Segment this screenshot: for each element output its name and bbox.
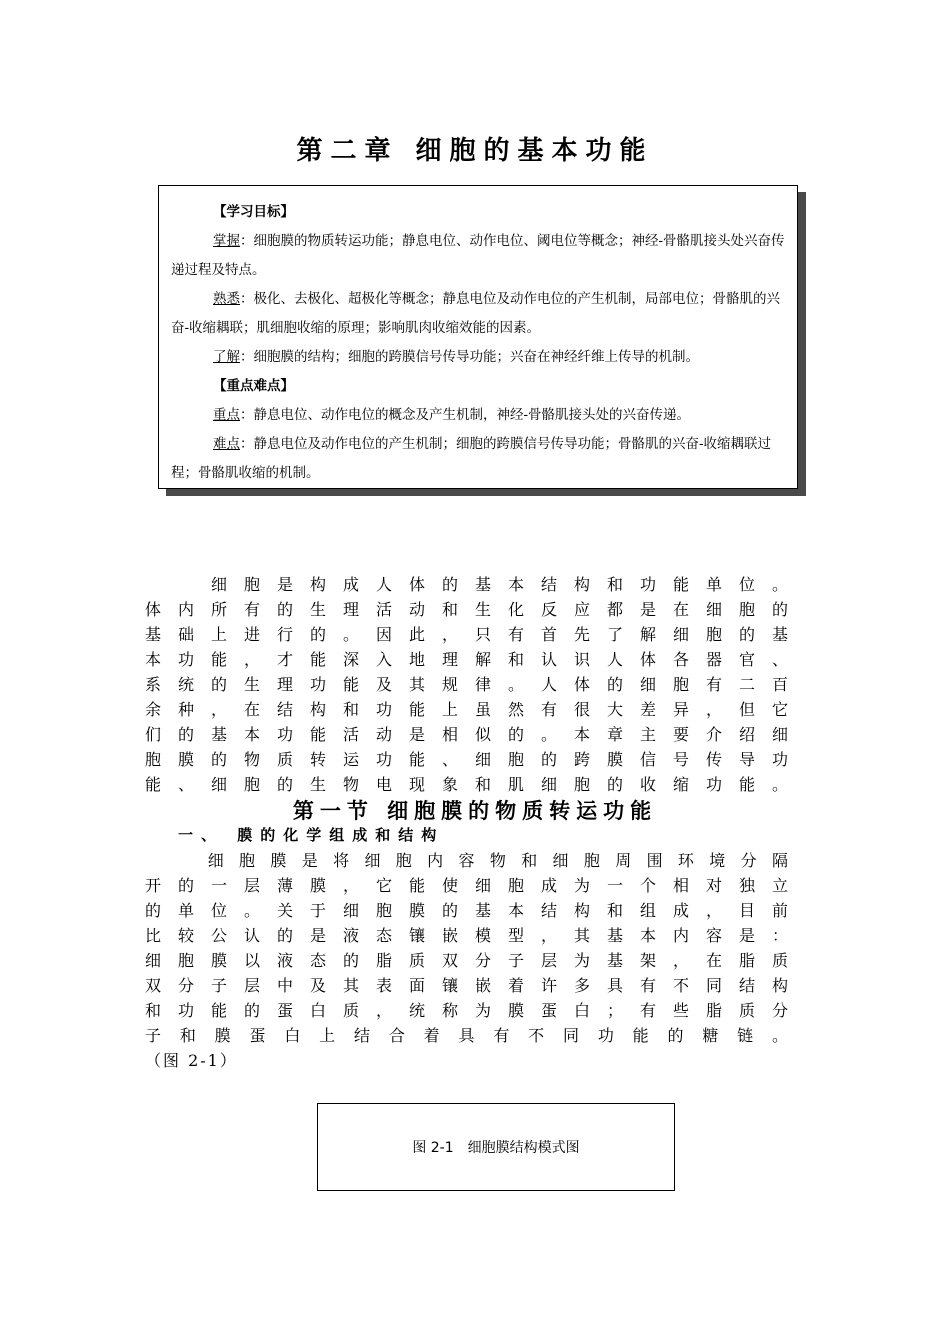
- objectives-box: [158, 185, 798, 489]
- difficult-point: [171, 430, 787, 488]
- paragraph-line: 细胞膜是将细胞内容物和细胞周围环境分隔: [145, 851, 790, 870]
- objective-master: [171, 227, 787, 285]
- paragraph-line: 细胞膜以液态的脂质双分子层为基架，在脂质: [145, 951, 790, 970]
- objective-familiar: [171, 285, 787, 343]
- intro-line: 系统的生理功能及其规律。人体的细胞有二百: [145, 675, 790, 694]
- paragraph-line: （图 2-1）: [145, 1051, 238, 1070]
- difficult-text: ：静息电位及动作电位的产生机制；细胞的跨膜信号传导功能；骨骼肌的兴奋-收缩耦联过程；骨骼肌收缩的机制。: [171, 436, 772, 481]
- paragraph-line: 比较公认的是液态镶嵌模型，其基本内容是：: [145, 926, 790, 945]
- membrane-paragraph: [145, 848, 790, 1073]
- master-label: 掌握: [213, 233, 240, 249]
- difficult-label: 难点: [213, 436, 240, 452]
- intro-line: 体内所有的生理活动和生化反应都是在细胞的: [145, 600, 790, 619]
- key-points-heading: 【重点难点】: [213, 378, 294, 394]
- subsection-title: 一、 膜的化学组成和结构: [178, 826, 445, 844]
- figure-placeholder: [317, 1103, 675, 1191]
- chapter-title: 第二章 细胞的基本功能: [296, 136, 654, 166]
- key-label: 重点: [213, 407, 240, 423]
- intro-line: 基础上进行的。因此，只有首先了解细胞的基: [145, 625, 790, 644]
- familiar-text: ：极化、去极化、超极化等概念；静息电位及动作电位的产生机制，局部电位；骨骼肌的兴奋-收缩耦联；肌细胞收缩的原理；影响肌肉收缩效能的因素。: [171, 291, 780, 336]
- paragraph-line: 子和膜蛋白上结合着具有不同功能的糖链。: [145, 1026, 790, 1045]
- paragraph-line: 开的一层薄膜，它能使细胞成为一个相对独立: [145, 876, 790, 895]
- intro-line: 细胞是构成人体的基本结构和功能单位。: [145, 575, 790, 594]
- paragraph-line: 和功能的蛋白质，统称为膜蛋白；有些脂质分: [145, 1001, 790, 1020]
- understand-label: 了解: [213, 349, 240, 365]
- intro-line: 余种，在结构和功能上虽然有很大差异，但它: [145, 700, 790, 719]
- intro-line: 们的基本功能活动是相似的。本章主要介绍细: [145, 725, 790, 744]
- understand-text: ：细胞膜的结构；细胞的跨膜信号传导功能；兴奋在神经纤维上传导的机制。: [240, 349, 699, 365]
- paragraph-line: 双分子层中及其表面镶嵌着许多具有不同结构: [145, 976, 790, 995]
- key-point: [171, 401, 787, 430]
- intro-paragraph: [145, 572, 790, 797]
- intro-line: 能、细胞的生物电现象和肌细胞的收缩功能。: [145, 775, 790, 794]
- intro-line: 胞膜的物质转运功能、细胞的跨膜信号传导功: [145, 750, 790, 769]
- master-text: ：细胞膜的物质转运功能；静息电位、动作电位、阈电位等概念；神经-骨骼肌接头处兴奋传递过程及特点。: [171, 233, 785, 278]
- figure-caption: 图 2-1 细胞膜结构模式图: [412, 1140, 580, 1156]
- key-text: ：静息电位、动作电位的概念及产生机制，神经-骨骼肌接头处的兴奋传递。: [240, 407, 691, 423]
- section-title: 第一节 细胞膜的物质转运功能: [292, 798, 658, 823]
- familiar-label: 熟悉: [213, 291, 240, 307]
- intro-line: 本功能，才能深入地理解和认识人体各器官、: [145, 650, 790, 669]
- objectives-heading: 【学习目标】: [213, 204, 294, 220]
- objective-understand: [171, 343, 787, 372]
- paragraph-line: 的单位。关于细胞膜的基本结构和组成，目前: [145, 901, 790, 920]
